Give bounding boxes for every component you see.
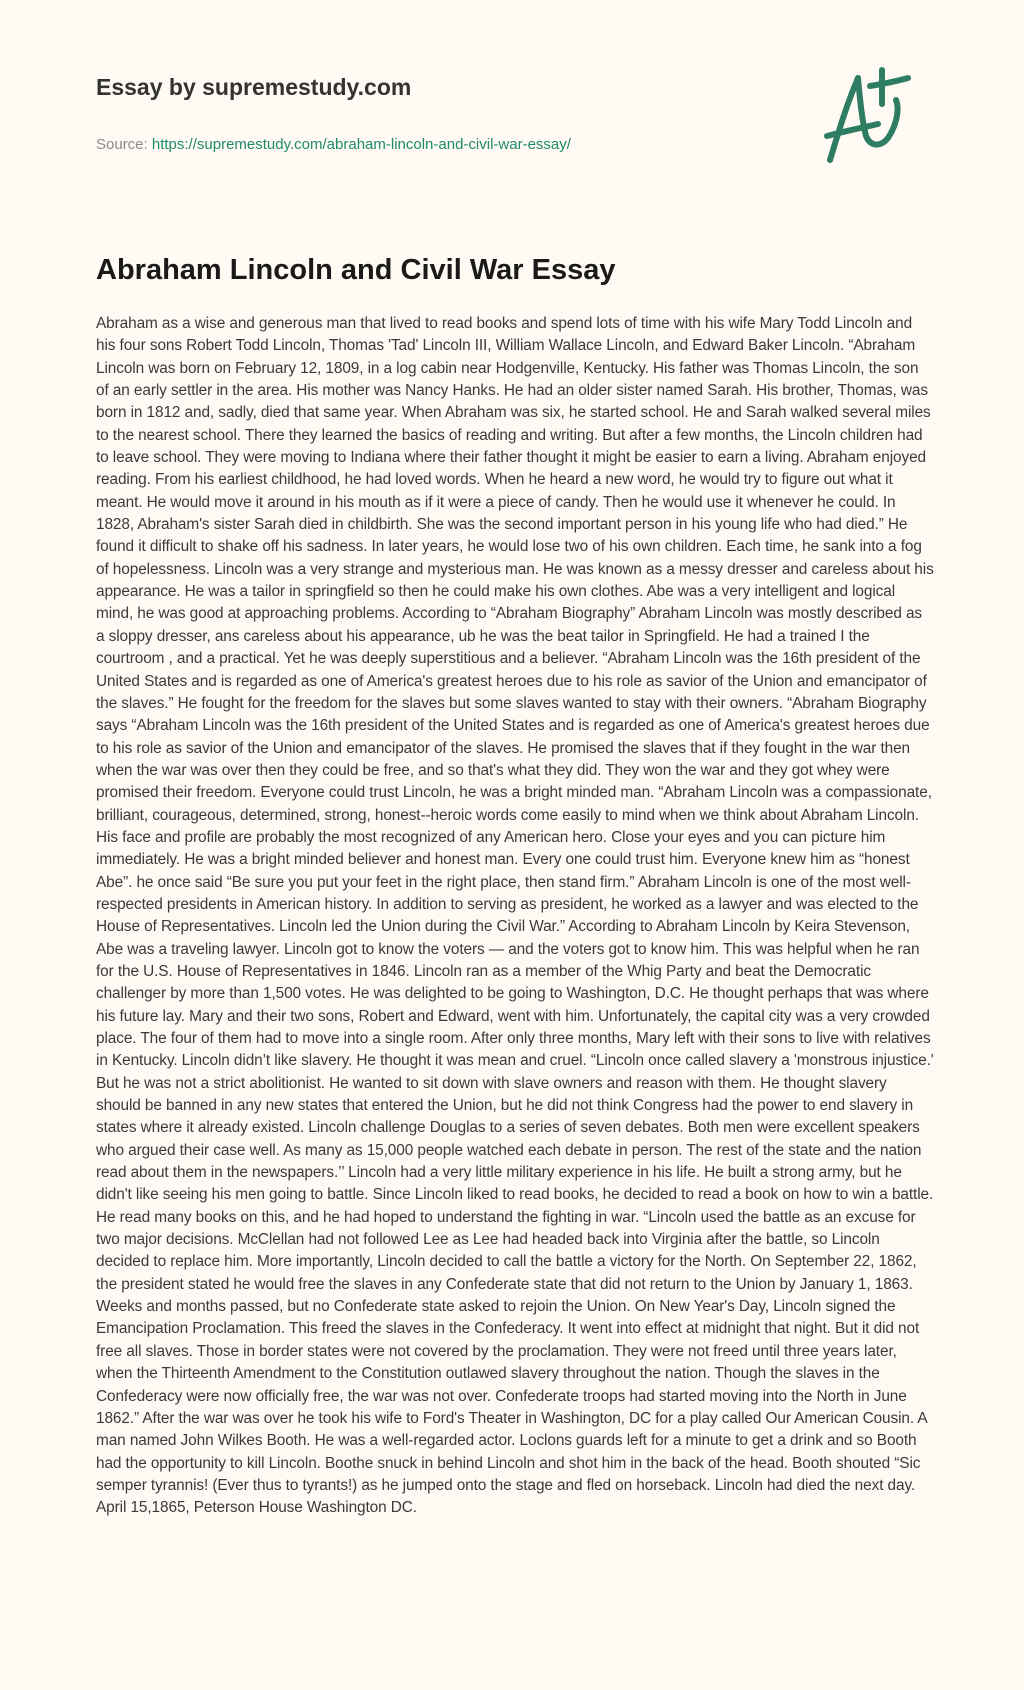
- essay-body: Abraham as a wise and generous man that lived to read books and spend lots of time with his wife Mary Todd Lincoln and his four sons Robert Todd Lincoln, Thomas 'Tad' Lincoln III, William Wallace Lincoln, and Edward Baker Lincoln. “Abraham Lincoln was born on February 12, 1809, in a log cabin near Hodgenville, Kentucky. His father was Thomas Lincoln, the son of an early settler in the area. His mother was Nancy Hanks. He had an older sister named Sarah. His brother, Thomas, was born in 1812 and, sadly, died that same year. When Abraham was six, he started school. He and Sarah walked several miles to the nearest school. There they learned the basics of reading and writing. But after a few months, the Lincoln children had to leave school. They were moving to Indiana where their father thought it might be easier to earn a living. Abraham enjoyed reading. From his earliest childhood, he had loved words. When he heard a new word, he would try to figure out what it meant. He would move it around in his mouth as if it were a piece of candy. Then he would use it whenever he could. In 1828, Abraham's sister Sarah died in childbirth. She was the second important person in his young life who had died.” He found it difficult to shake off his sadness. In later years, he would lose two of his own children. Each time, he sank into a fog of hopelessness. Lincoln was a very strange and mysterious man. He was known as a messy dresser and careless about his appearance. He was a tailor in springfield so then he could make his own clothes. Abe was a very intelligent and logical mind, he was good at approaching problems. According to “Abraham Biography” Abraham Lincoln was mostly described as a sloppy dresser, ans careless about his appearance, ub he was the beat tailor in Springfield. He had a trained I the courtroom , and a practical. Yet he was deeply superstitious and a believer. “Abraham Lincoln was the 16th president of the United States and is regarded as one of America's greatest heroes due to his role as savior of the Union and emancipator of the slaves.” He fought for the freedom for the slaves but some slaves wanted to stay with their owners. “Abraham Biography says “Abraham Lincoln was the 16th president of the United States and is regarded as one of America's greatest heroes due to his role as savior of the Union and emancipator of the slaves. He promised the slaves that if they fought in the war then when the war was over then they could be free, and so that's what they did. They won the war and they got whey were promised their freedom. Everyone could trust Lincoln, he was a bright minded man. “Abraham Lincoln was a compassionate, brilliant, courageous, determined, strong, honest--heroic words come easily to mind when we think about Abraham Lincoln. His face and profile are probably the most recognized of any American hero. Close your eyes and you can picture him immediately. He was a bright minded believer and honest man. Every one could trust him. Everyone knew him as “honest Abe”. he once said “Be sure you put your feet in the right place, then stand firm.” Abraham Lincoln is one of the most well-respected presidents in American history. In addition to serving as president, he worked as a lawyer and was elected to the House of Representatives. Lincoln led the Union during the Civil War.” According to Abraham Lincoln by Keira Stevenson, Abe was a traveling lawyer. Lincoln got to know the voters — and the voters got to know him. This was helpful when he ran for the U.S. House of Representatives in 1846. Lincoln ran as a member of the Whig Party and beat the Democratic challenger by more than 1,500 votes. He was delighted to be going to Washington, D.C. He thought perhaps that was where his future lay. Mary and their two sons, Robert and Edward, went with him. Unfortunately, the capital city was a very crowded place. The four of them had to move into a single room. After only three months, Mary left with their sons to live with relatives in Kentucky. Lincoln didn’t like slavery. He thought it was mean and cruel. “Lincoln once called slavery a 'monstrous injustice.' But he was not a strict abolitionist. He wanted to sit down with slave owners and reason with them. He thought slavery should be banned in any new states that entered the Union, but he did not think Congress had the power to end slavery in states where it already existed. Lincoln challenge Douglas to a series of seven debates. Both men were excellent speakers who argued their case well. As many as 15,000 people watched each debate in person. The rest of the state and the nation read about them in the newspapers.’’ Lincoln had a very little military experience in his life. He built a strong army, but he didn't like seeing his men going to battle. Since Lincoln liked to read books, he decided to read a book on how to win a battle. He read many books on this, and he had hoped to understand the fighting in war. “Lincoln used the battle as an excuse for two major decisions. McClellan had not followed Lee as Lee had headed back into Virginia after the battle, so Lincoln decided to replace him. More importantly, Lincoln decided to call the battle a victory for the North. On September 22, 1862, the president stated he would free the slaves in any Confederate state that did not return to the Union by January 1, 1863. Weeks and months passed, but no Confederate state asked to rejoin the Union. On New Year's Day, Lincoln signed the Emancipation Proclamation. This freed the slaves in the Confederacy. It went into effect at midnight that night. But it did not free all slaves. Those in border states were not covered by the proclamation. They were not freed until three years later, when the Thirteenth Amendment to the Constitution outlawed slavery throughout the nation. Though the slaves in the Confederacy were now officially free, the war was not over. Confederate troops had started moving into the North in June 1862.” After the war was over he took his wife to Ford's Theater in Washington, DC for a play called Our American Cousin. A man named John Wilkes Booth. He was a well-regarded actor. Loclons guards left for a minute to get a drink and so Booth had the opportunity to kill Lincoln. Boothe snuck in behind Lincoln and shot him in the back of the head. Booth shouted “Sic semper tyrannis! (Ever thus to tyrants!) as he jumped onto the stage and fled on horseback. Lincoln had died the next day. April 15,1865, Peterson House Washington DC.: [96, 315, 934, 1517]
- source-link[interactable]: https://supremestudy.com/abraham-lincoln-and-civil-war-essay/: [151, 136, 571, 153]
- source-label: Source:: [96, 136, 152, 153]
- a-plus-grade-icon: [820, 64, 930, 168]
- source-line: [96, 136, 936, 154]
- essay-title: Abraham Lincoln and Civil War Essay: [96, 254, 616, 286]
- page-header: [96, 72, 936, 154]
- site-title: Essay by supremestudy.com: [96, 74, 412, 100]
